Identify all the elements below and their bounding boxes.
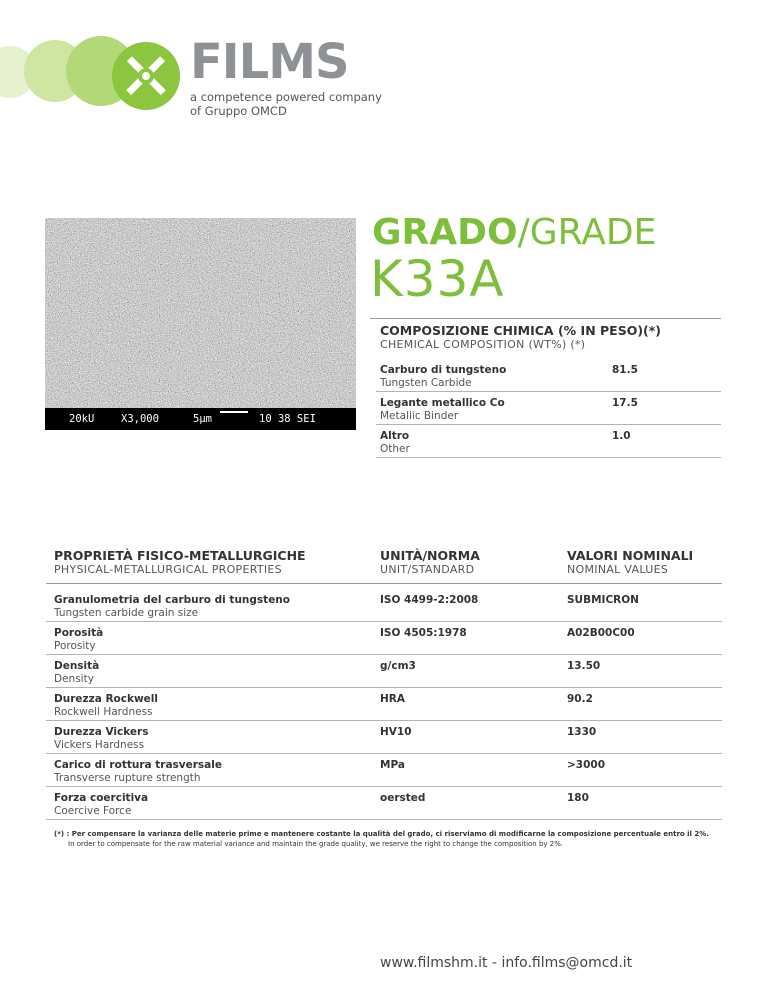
footer-contact: www.filmshm.it - info.films@omcd.it xyxy=(380,955,633,971)
composition-row-label-en: Other xyxy=(380,443,410,455)
property-value: 90.2 xyxy=(567,693,593,705)
composition-title-en: CHEMICAL COMPOSITION (WT%) (*) xyxy=(380,338,586,351)
logo-mark-icon xyxy=(108,38,188,118)
properties-header-it: PROPRIETÀ FISICO-METALLURGICHE xyxy=(54,548,306,563)
property-value: A02B00C00 xyxy=(567,627,635,639)
brand-tagline xyxy=(190,90,382,118)
composition-row-label-it: Legante metallico Co xyxy=(380,397,505,409)
divider xyxy=(46,654,722,655)
property-unit: ISO 4499-2:2008 xyxy=(380,594,479,606)
property-label-en: Transverse rupture strength xyxy=(54,772,201,784)
divider xyxy=(376,424,721,425)
grade-heading xyxy=(372,212,656,253)
property-label-it: Durezza Rockwell xyxy=(54,693,158,705)
unit-header-it: UNITÀ/NORMA xyxy=(380,548,480,563)
property-label-it: Forza coercitiva xyxy=(54,792,149,804)
property-label-en: Density xyxy=(54,673,94,685)
composition-row-value: 17.5 xyxy=(612,397,638,409)
grade-code: K33A xyxy=(370,250,505,308)
sem-voltage: 20kU xyxy=(69,413,95,425)
property-unit: g/cm3 xyxy=(380,660,416,672)
composition-row-value: 1.0 xyxy=(612,430,631,442)
composition-note xyxy=(54,829,709,849)
property-label-en: Porosity xyxy=(54,640,96,652)
micrograph-texture xyxy=(45,218,356,408)
divider xyxy=(46,753,722,754)
property-label-en: Tungsten carbide grain size xyxy=(54,607,199,619)
brand-wordmark: FILMS xyxy=(190,34,349,90)
unit-header-en: UNIT/STANDARD xyxy=(380,563,475,576)
composition-row-label-it: Altro xyxy=(380,430,410,442)
property-value: 13.50 xyxy=(567,660,601,672)
divider xyxy=(370,318,721,319)
property-label-it: Granulometria del carburo di tungsteno xyxy=(54,594,290,606)
note-it: (*) : Per compensare la varianza delle materie prime e mantenere costante la qualità del grado, ci riserviamo di modificarne la composizione percentuale entro il 2%. xyxy=(54,830,709,838)
sem-scale-bar xyxy=(220,411,248,413)
divider xyxy=(46,621,722,622)
properties-header-en: PHYSICAL-METALLURGICAL PROPERTIES xyxy=(54,563,282,576)
values-header-en: NOMINAL VALUES xyxy=(567,563,669,576)
divider xyxy=(46,819,722,820)
sem-scale-label: 5µm xyxy=(193,413,212,425)
property-value: 1330 xyxy=(567,726,597,738)
grade-separator: / xyxy=(517,212,530,253)
property-unit: HRA xyxy=(380,693,405,705)
property-unit: ISO 4505:1978 xyxy=(380,627,467,639)
note-en: In order to compensate for the raw material variance and maintain the grade quality, we reserve the right to change the composition by 2%. xyxy=(68,840,564,848)
property-label-it: Porosità xyxy=(54,627,104,639)
sem-micrograph xyxy=(45,218,356,430)
company-logo xyxy=(0,32,400,132)
composition-row-label-en: Tungsten Carbide xyxy=(380,377,472,389)
property-value: 180 xyxy=(567,792,589,804)
composition-row-label-it: Carburo di tungsteno xyxy=(380,364,507,376)
property-value: SUBMICRON xyxy=(567,594,639,606)
property-label-it: Densità xyxy=(54,660,100,672)
divider xyxy=(46,720,722,721)
property-label-en: Vickers Hardness xyxy=(54,739,145,751)
property-value: >3000 xyxy=(567,759,606,771)
sem-code: 10 38 SEI xyxy=(259,413,316,425)
divider xyxy=(46,786,722,787)
property-label-it: Carico di rottura trasversale xyxy=(54,759,222,771)
property-unit: HV10 xyxy=(380,726,412,738)
divider xyxy=(46,583,722,584)
property-unit: MPa xyxy=(380,759,405,771)
property-label-it: Durezza Vickers xyxy=(54,726,149,738)
values-header-it: VALORI NOMINALI xyxy=(567,548,694,563)
sem-info-bar xyxy=(45,408,356,430)
divider xyxy=(46,687,722,688)
grade-label-it: GRADO xyxy=(372,212,518,253)
property-label-en: Rockwell Hardness xyxy=(54,706,153,718)
composition-row-value: 81.5 xyxy=(612,364,638,376)
tagline-line-1: a competence powered company xyxy=(190,90,382,104)
property-label-en: Coercive Force xyxy=(54,805,132,817)
divider xyxy=(376,457,721,458)
composition-row-label-en: Metallic Binder xyxy=(380,410,459,422)
grade-label-en: GRADE xyxy=(529,212,657,253)
composition-title-it: COMPOSIZIONE CHIMICA (% IN PESO)(*) xyxy=(380,323,662,338)
tagline-line-2: of Gruppo OMCD xyxy=(190,104,287,118)
property-unit: oersted xyxy=(380,792,426,804)
divider xyxy=(376,391,721,392)
sem-magnification: X3,000 xyxy=(121,413,159,425)
